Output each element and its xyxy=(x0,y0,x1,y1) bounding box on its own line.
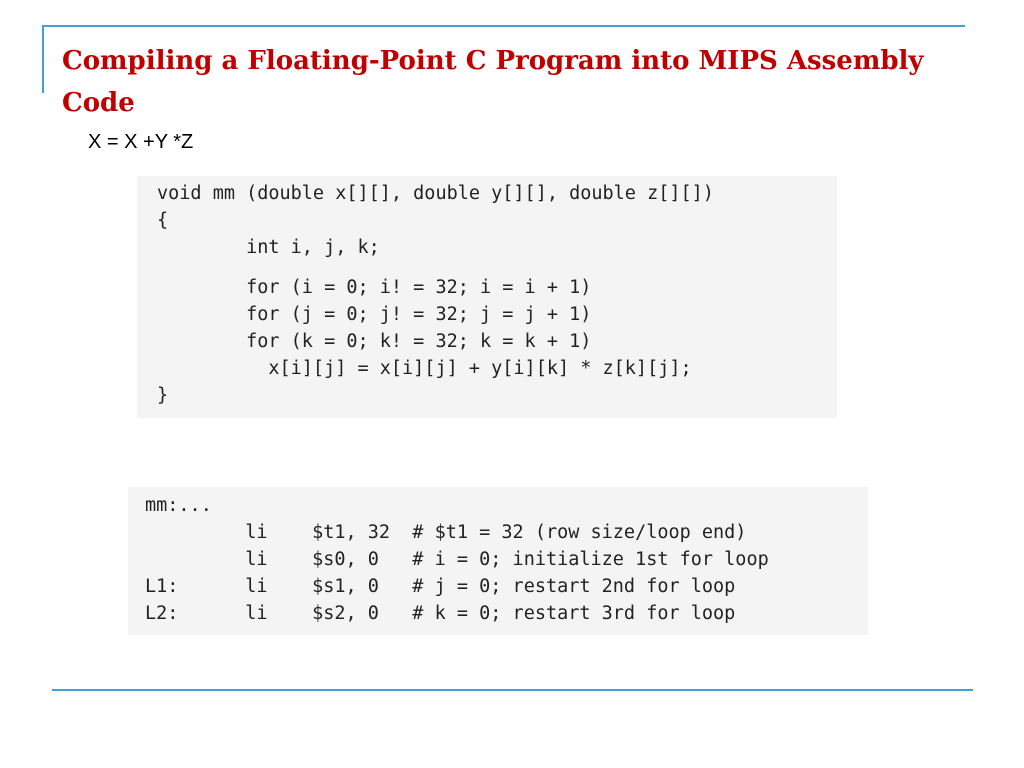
asm-code-line: li $s0, 0 # i = 0; initialize 1st for loop xyxy=(145,549,769,570)
c-code-line: for (k = 0; k! = 32; k = k + 1) xyxy=(157,331,592,352)
c-code-line: int i, j, k; xyxy=(157,237,380,258)
formula-text: X = X +Y *Z xyxy=(88,131,194,153)
slide-title: Compiling a Floating-Point C Program into MIPS Assembly Code xyxy=(62,46,924,118)
asm-code-line: L1: li $s1, 0 # j = 0; restart 2nd for loop xyxy=(145,576,736,597)
c-code-block xyxy=(137,176,837,418)
c-code-line: for (j = 0; j! = 32; j = j + 1) xyxy=(157,304,592,325)
asm-code-line: mm:... xyxy=(145,495,212,516)
c-code-line: void mm (double x[][], double y[][], double z[][]) xyxy=(157,183,714,204)
c-code-line: for (i = 0; i! = 32; i = i + 1) xyxy=(157,277,592,298)
bottom-rule xyxy=(52,689,973,691)
left-rule xyxy=(42,25,44,93)
c-code-line: { xyxy=(157,210,169,231)
asm-code-line: L2: li $s2, 0 # k = 0; restart 3rd for loop xyxy=(145,603,736,624)
c-code-line: } xyxy=(157,385,169,406)
top-rule xyxy=(44,25,965,27)
c-code-line: x[i][j] = x[i][j] + y[i][k] * z[k][j]; xyxy=(157,358,692,379)
asm-code-line: li $t1, 32 # $t1 = 32 (row size/loop end) xyxy=(145,522,747,543)
asm-code-block xyxy=(128,487,868,635)
